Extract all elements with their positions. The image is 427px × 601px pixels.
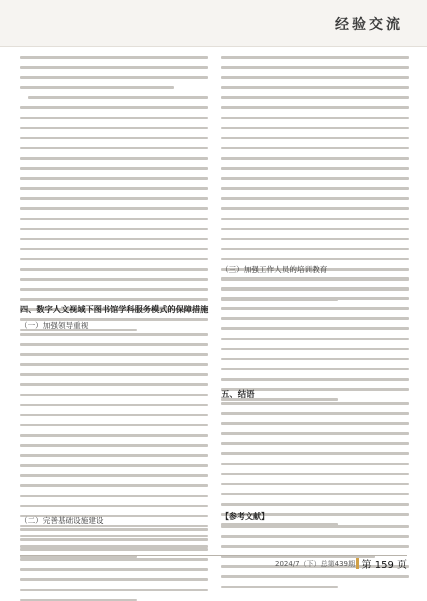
page-footer <box>20 555 407 571</box>
references-heading: 【参考文献】 <box>221 512 269 521</box>
section-title: 经验交流 <box>335 17 403 33</box>
section-4-heading: 四、数字人文视域下图书馆学科服务模式的保障措施 <box>20 304 209 314</box>
issue-info: 2024/7（下）总第439期 <box>275 560 355 568</box>
right-column <box>221 52 409 545</box>
page-number-accent <box>356 558 359 569</box>
text-block-conclusion <box>221 402 409 412</box>
subsection-1-heading: （一）加强领导重视 <box>20 321 89 330</box>
page-header-banner <box>0 0 427 47</box>
section-5-heading: 五、结语 <box>221 389 255 399</box>
page-number: 第 159 页 <box>356 556 407 571</box>
references-list <box>221 525 409 535</box>
text-block-sub3 <box>221 277 409 287</box>
left-column <box>20 52 208 545</box>
footer-divider <box>20 555 407 556</box>
text-block-right-intro <box>221 56 409 66</box>
subsection-3-heading: （三）加强工作人员的培训教育 <box>221 265 328 274</box>
text-block-sub2 <box>20 528 208 538</box>
text-block-intro <box>20 56 208 66</box>
subsection-2-heading: （二）完善基础设施建设 <box>20 516 104 525</box>
text-block-sub1 <box>20 333 208 343</box>
